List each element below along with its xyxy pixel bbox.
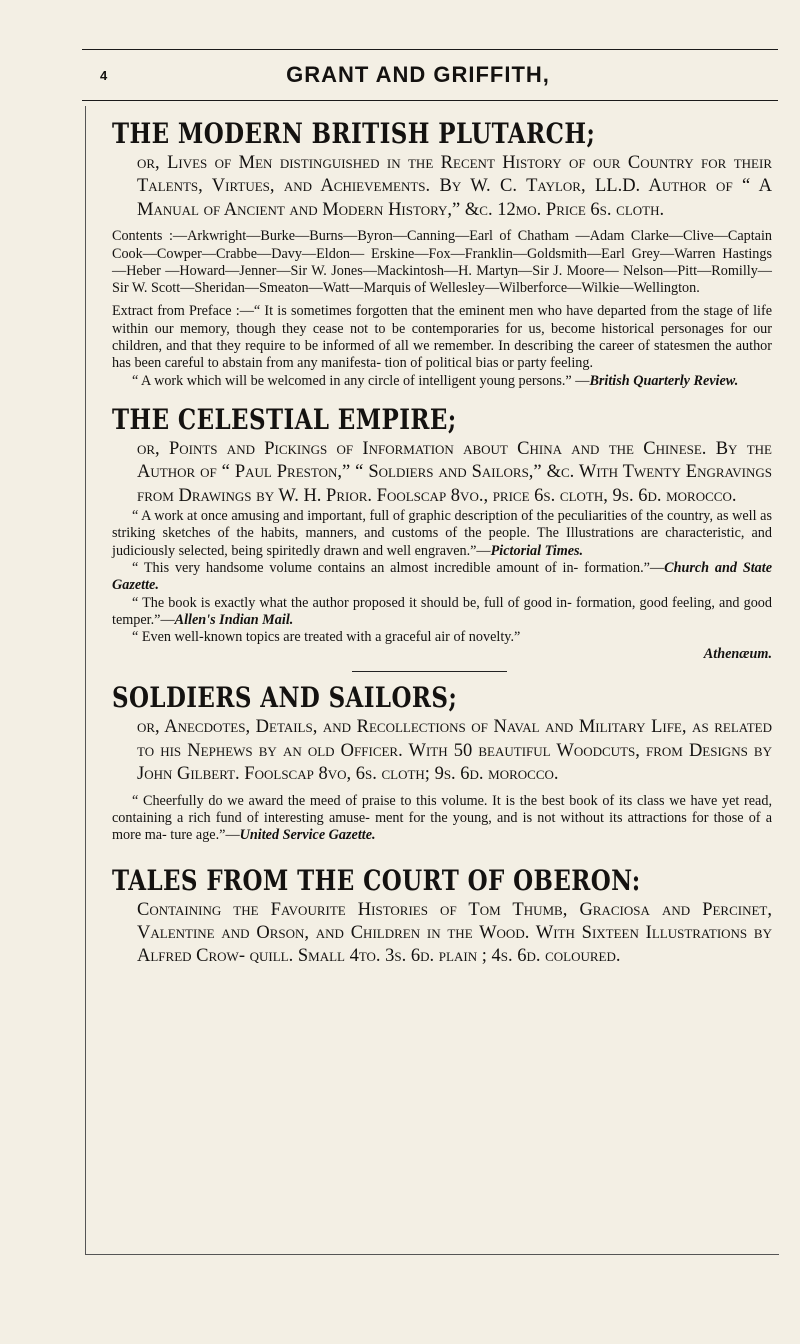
entry-title: THE MODERN BRITISH PLUTARCH; bbox=[112, 117, 596, 150]
entry-description: Containing the Favourite Histories of Tom Thumb, Graciosa and Percinet, Valentine and Orson, and Children in the Wood. With Sixteen Illustrations by Alfred Crow- quill. Small 4to. 3s. 6d. plain ; 4s. 6d. coloured. bbox=[137, 899, 772, 967]
entry-contents: Contents :—Arkwright—Burke—Burns—Byron—Canning—Earl of Chatham —Adam Clarke—Clive—Captain Cook—Cowper—Crabbe—Davy—Eldon— Erskine—Fox—Franklin—Goldsmith—Earl Grey—Warren Hastings—Heber —Howard—Jenner—Sir W. Jones—Mackintosh—H. Martyn—Sir J. Moore— Nelson—Pitt—Romilly—Sir W. Scott—Sheridan—Smeaton—Watt—Marquis of Wellesley—Wilberforce—Wilkie—Wellington. bbox=[112, 228, 772, 297]
entry-title: TALES FROM THE COURT OF OBERON: bbox=[112, 863, 641, 897]
review-quote bbox=[112, 595, 772, 630]
review-quote bbox=[112, 793, 772, 845]
review-quote bbox=[112, 508, 772, 560]
entry-title: SOLDIERS AND SAILORS; bbox=[112, 681, 458, 715]
header-bottom-rule bbox=[82, 100, 778, 101]
entry-tales-court-oberon bbox=[112, 863, 772, 969]
header-top-rule bbox=[82, 49, 778, 50]
review-text: “ This very handsome volume contains an almost incredible amount of in- formation.”— bbox=[132, 560, 665, 576]
entry-modern-british-plutarch bbox=[112, 116, 772, 390]
review-text: “ Cheerfully do we award the meed of praise to this volume. It is the best book of its class we have yet read, containing a rich fund of interesting amuse- ment for the young, and is not without its attractions for those of a more ma- ture age.”— bbox=[112, 792, 772, 844]
review-signature: Athenæum. bbox=[703, 646, 772, 663]
entry-title: THE CELESTIAL EMPIRE; bbox=[112, 402, 457, 436]
review-quote bbox=[112, 560, 772, 595]
entry-soldiers-and-sailors bbox=[112, 680, 772, 844]
page-number: 4 bbox=[100, 67, 108, 83]
review-source: Allen's Indian Mail. bbox=[174, 611, 294, 628]
review-quote bbox=[112, 629, 772, 646]
review-source: United Service Gazette. bbox=[239, 827, 376, 844]
catalogue-content bbox=[112, 116, 772, 969]
review-quote bbox=[112, 373, 772, 390]
review-source: British Quarterly Review. bbox=[589, 372, 739, 389]
entry-description: or, Points and Pickings of Information about China and the Chinese. By the Author of “ Paul Preston,” “ Soldiers and Sailors,” &c. With Twenty Engravings from Drawings by W. H. Prior. Foolscap 8vo., price 6s. cloth, 9s. 6d. morocco. bbox=[137, 438, 772, 506]
page-header bbox=[100, 60, 756, 90]
entry-extract: Extract from Preface :—“ It is sometimes forgotten that the eminent men who have departed from the stage of life within our memory, though they cease not to be contemporaries for us, become historical personages for our children, and that they require to be informed of all we remember. In describing the career of statesmen the author has been careful to abstain from any manifesta- tion of political bias or party feeling. bbox=[112, 303, 772, 372]
review-text: “ A work at once amusing and important, full of graphic description of the peculiarities of the country, as well as striking sketches of the habits, manners, and customs of the people. The Illustrations are characteristic, and judiciously selected, being spiritedly drawn and well engraven.”— bbox=[112, 508, 772, 559]
entry-description: or, Anecdotes, Details, and Recollections of Naval and Military Life, as related to his Nephews by an old Officer. With 50 beautiful Woodcuts, from Designs by John Gilbert. Foolscap 8vo, 6s. cloth; 9s. 6d. morocco. bbox=[137, 717, 772, 785]
running-head: GRANT AND GRIFFITH, bbox=[286, 62, 550, 87]
review-source: Pictorial Times. bbox=[490, 542, 584, 559]
entry-celestial-empire bbox=[112, 402, 772, 673]
review-text: “ The book is exactly what the author proposed it should be, full of good in- formation, good feeling, and good temper.”— bbox=[112, 594, 772, 628]
review-text: “ A work which will be welcomed in any circle of intelligent young persons.” — bbox=[132, 372, 590, 389]
review-source: Church and State Gazette. bbox=[112, 560, 773, 594]
entry-description: or, Lives of Men distinguished in the Recent History of our Country for their Talents, Virtues, and Achievements. By W. C. Taylor, LL.D. Author of “ A Manual of Ancient and Modern History,” &c. 12mo. Price 6s. cloth. bbox=[137, 153, 772, 220]
review-text: “ Even well-known topics are treated with a graceful air of novelty.” bbox=[132, 629, 521, 646]
